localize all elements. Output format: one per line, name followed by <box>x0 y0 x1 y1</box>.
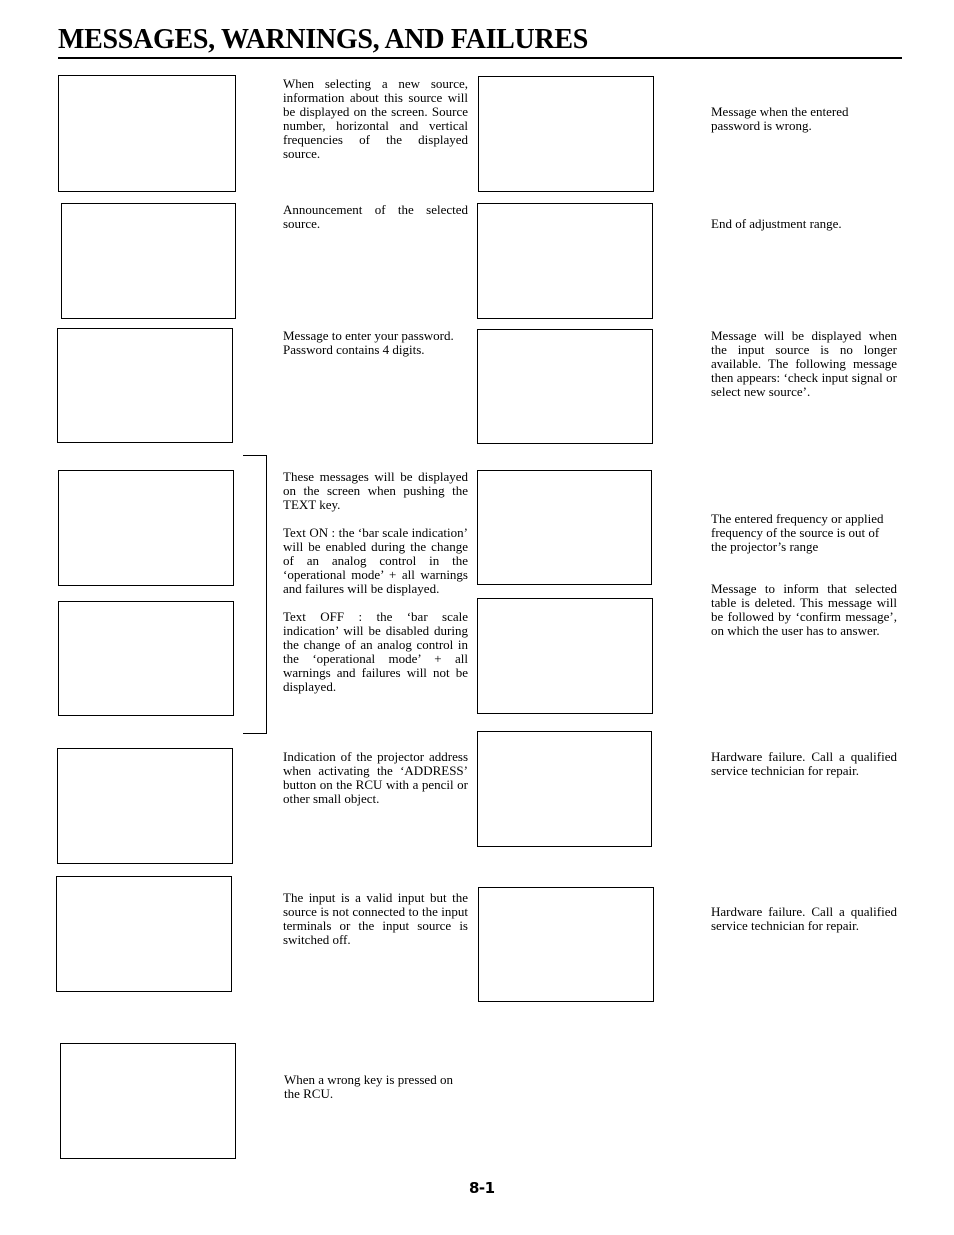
desc-hardware-failure-2: Hardware failure. Call a qualified service technician for repair. <box>711 904 897 933</box>
desc-source-announce: Announcement of the selected source. <box>283 202 468 231</box>
message-screen-text-on <box>58 470 234 586</box>
message-screen-wrong-password <box>478 76 654 192</box>
desc-hardware-failure-1: Hardware failure. Call a qualified service technician for repair. <box>711 749 897 778</box>
title-rule <box>58 57 902 59</box>
message-screen-hardware-failure-2 <box>478 887 654 1002</box>
message-screen-source-lost <box>477 329 653 444</box>
page-title: MESSAGES, WARNINGS, AND FAILURES <box>58 24 589 55</box>
desc-address: Indication of the projector address when activating the ‘ADDRESS’ button on the RCU with a pencil or other small object. <box>283 749 468 806</box>
message-screen-no-source <box>56 876 232 992</box>
message-screen-end-range <box>477 203 653 319</box>
message-screen-source-info <box>58 75 236 192</box>
desc-source-lost: Message will be displayed when the input source is no longer available. The following message then appears: ‘check input signal or select new source’. <box>711 328 897 399</box>
desc-enter-password: Message to enter your password. Password contains 4 digits. <box>283 328 454 357</box>
desc-wrong-password: Message when the entered password is wrong. <box>711 104 849 133</box>
desc-table-deleted: Message to inform that selected table is deleted. This message will be followed by ‘confirm message’, on which the user has to answer. <box>711 581 897 638</box>
desc-text-key: These messages will be displayed on the screen when pushing the TEXT key. Text ON : the ‘bar scale indication’ will be enabled during the change of an analog control in the ‘operational mode’ + all warnings and failures will be displayed. Text OFF : the ‘bar scale indication’ will be disabled during the change of an analog control in the ‘operational mode’ + all warnings and failures will not be displayed. <box>283 469 468 694</box>
message-screen-source-announce <box>61 203 236 319</box>
desc-source-info: When selecting a new source, information about this source will be displayed on the screen. Source number, horizontal and vertical frequencies of the displayed source. <box>283 76 468 161</box>
message-screen-wrong-key <box>60 1043 236 1159</box>
message-screen-address <box>57 748 233 864</box>
text-key-bracket <box>243 455 267 734</box>
desc-out-of-range: The entered frequency or applied frequency of the source is out of the projector’s range <box>711 511 884 554</box>
page-number: 8-1 <box>469 1179 495 1197</box>
message-screen-out-of-range <box>477 470 652 585</box>
desc-no-source: The input is a valid input but the source is not connected to the input terminals or the input source is switched off. <box>283 890 468 947</box>
message-screen-hardware-failure-1 <box>477 731 652 847</box>
desc-wrong-key: When a wrong key is pressed on the RCU. <box>284 1072 453 1101</box>
message-screen-enter-password <box>57 328 233 443</box>
desc-end-range: End of adjustment range. <box>711 216 842 231</box>
message-screen-text-off <box>58 601 234 716</box>
message-screen-table-deleted <box>477 598 653 714</box>
